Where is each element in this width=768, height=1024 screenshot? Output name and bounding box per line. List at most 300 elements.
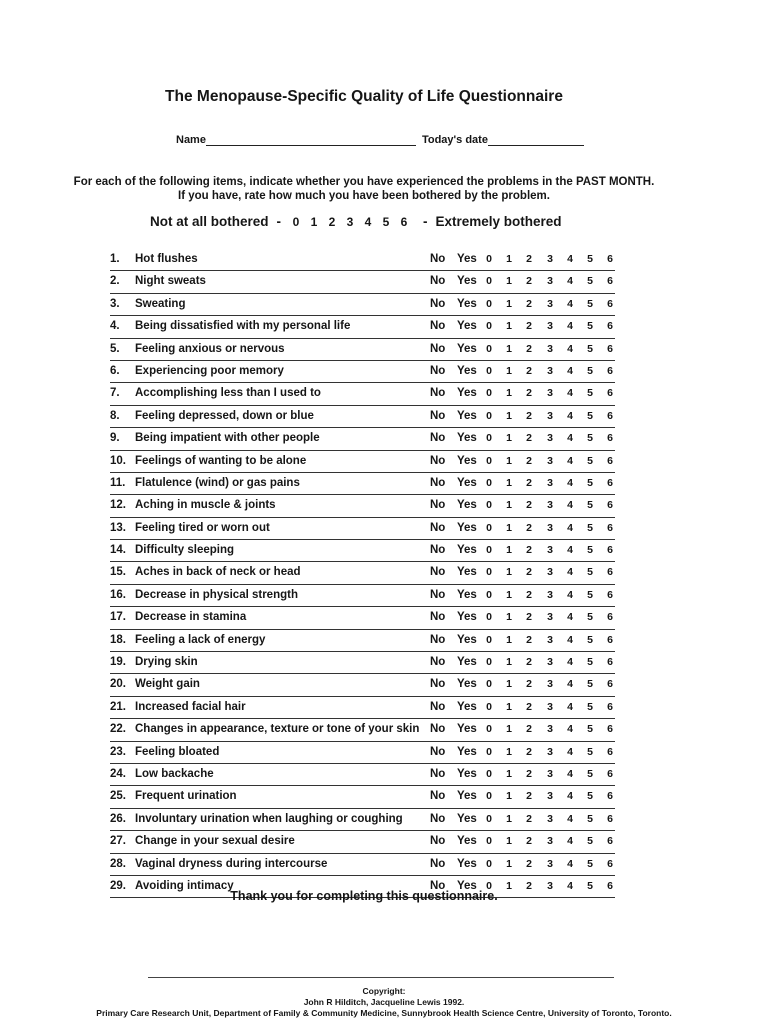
rating-option-6[interactable]: 6 (607, 454, 613, 467)
rating-option-1[interactable]: 1 (506, 767, 512, 780)
footer-divider (148, 977, 614, 978)
rating-option-2[interactable]: 2 (526, 835, 532, 848)
rating-option-5[interactable]: 5 (587, 454, 593, 467)
rating-option-0[interactable]: 0 (486, 275, 492, 288)
rating-option-1[interactable]: 1 (506, 857, 512, 870)
rating-option-1[interactable]: 1 (506, 611, 512, 624)
question-label: Decrease in stamina (135, 611, 247, 624)
yes-option[interactable]: Yes (457, 812, 477, 825)
rating-option-0[interactable]: 0 (486, 767, 492, 780)
rating-option-4[interactable]: 4 (567, 611, 573, 624)
no-option[interactable]: No (430, 409, 446, 422)
rating-option-1[interactable]: 1 (506, 409, 512, 422)
question-number: 5. (110, 342, 120, 355)
question-row (110, 339, 615, 361)
yes-option[interactable]: Yes (457, 790, 477, 803)
rating-option-1[interactable]: 1 (506, 253, 512, 265)
question-label: Weight gain (135, 678, 200, 691)
yes-option[interactable]: Yes (457, 678, 477, 691)
rating-option-4[interactable]: 4 (567, 812, 573, 825)
rating-option-3[interactable]: 3 (547, 633, 553, 646)
rating-option-5[interactable]: 5 (587, 835, 593, 848)
rating-option-2[interactable]: 2 (526, 521, 532, 534)
question-list (110, 249, 615, 898)
rating-option-6[interactable]: 6 (607, 432, 613, 445)
rating-option-1[interactable]: 1 (506, 364, 512, 377)
rating-option-2[interactable]: 2 (526, 790, 532, 803)
no-option[interactable]: No (430, 611, 446, 624)
no-option[interactable]: No (430, 454, 446, 467)
yes-option[interactable]: Yes (457, 521, 477, 534)
rating-option-6[interactable]: 6 (607, 387, 613, 400)
no-option[interactable]: No (430, 857, 446, 870)
rating-option-0[interactable]: 0 (486, 656, 492, 669)
no-option[interactable]: No (430, 633, 446, 646)
yes-option[interactable]: Yes (457, 544, 477, 557)
rating-option-4[interactable]: 4 (567, 790, 573, 803)
rating-option-3[interactable]: 3 (547, 409, 553, 422)
rating-option-0[interactable]: 0 (486, 342, 492, 355)
rating-option-0[interactable]: 0 (486, 521, 492, 534)
rating-option-2[interactable]: 2 (526, 566, 532, 579)
no-option[interactable]: No (430, 812, 446, 825)
rating-option-4[interactable]: 4 (567, 566, 573, 579)
rating-option-1[interactable]: 1 (506, 499, 512, 512)
question-label: Change in your sexual desire (135, 835, 295, 848)
rating-option-5[interactable]: 5 (587, 432, 593, 445)
rating-option-0[interactable]: 0 (486, 320, 492, 333)
rating-option-1[interactable]: 1 (506, 790, 512, 803)
yes-option[interactable]: Yes (457, 297, 477, 310)
rating-option-6[interactable]: 6 (607, 409, 613, 422)
no-option[interactable]: No (430, 342, 446, 355)
yes-option[interactable]: Yes (457, 656, 477, 669)
no-option[interactable]: No (430, 387, 446, 400)
rating-option-0[interactable]: 0 (486, 499, 492, 512)
rating-option-6[interactable]: 6 (607, 253, 613, 265)
rating-option-6[interactable]: 6 (607, 521, 613, 534)
rating-option-1[interactable]: 1 (506, 745, 512, 758)
rating-option-3[interactable]: 3 (547, 521, 553, 534)
rating-option-3[interactable]: 3 (547, 678, 553, 691)
rating-option-6[interactable]: 6 (607, 879, 613, 892)
name-date-line (176, 134, 584, 146)
rating-option-6[interactable]: 6 (607, 700, 613, 713)
rating-option-5[interactable]: 5 (587, 297, 593, 310)
rating-option-5[interactable]: 5 (587, 745, 593, 758)
rating-option-5[interactable]: 5 (587, 700, 593, 713)
no-option[interactable]: No (430, 544, 446, 557)
question-number: 25. (110, 790, 126, 803)
rating-option-5[interactable]: 5 (587, 476, 593, 489)
rating-option-1[interactable]: 1 (506, 566, 512, 579)
rating-option-4[interactable]: 4 (567, 835, 573, 848)
rating-option-2[interactable]: 2 (526, 767, 532, 780)
rating-option-5[interactable]: 5 (587, 409, 593, 422)
rating-option-1[interactable]: 1 (506, 879, 512, 892)
rating-option-2[interactable]: 2 (526, 253, 532, 265)
rating-option-5[interactable]: 5 (587, 812, 593, 825)
question-label: Aching in muscle & joints (135, 499, 276, 512)
rating-option-1[interactable]: 1 (506, 521, 512, 534)
rating-option-0[interactable]: 0 (486, 745, 492, 758)
rating-option-5[interactable]: 5 (587, 387, 593, 400)
question-label: Being dissatisfied with my personal life (135, 320, 351, 333)
rating-option-1[interactable]: 1 (506, 835, 512, 848)
rating-option-0[interactable]: 0 (486, 432, 492, 445)
scale-high-label: Extremely bothered (435, 214, 562, 229)
yes-option[interactable]: Yes (457, 253, 477, 265)
rating-option-1[interactable]: 1 (506, 723, 512, 736)
rating-option-2[interactable]: 2 (526, 432, 532, 445)
rating-option-2[interactable]: 2 (526, 454, 532, 467)
rating-option-4[interactable]: 4 (567, 342, 573, 355)
rating-option-2[interactable]: 2 (526, 611, 532, 624)
rating-option-4[interactable]: 4 (567, 320, 573, 333)
yes-option[interactable]: Yes (457, 633, 477, 646)
rating-option-5[interactable]: 5 (587, 342, 593, 355)
no-option[interactable]: No (430, 745, 446, 758)
rating-option-6[interactable]: 6 (607, 342, 613, 355)
question-label: Feeling anxious or nervous (135, 342, 285, 355)
rating-option-0[interactable]: 0 (486, 633, 492, 646)
rating-option-1[interactable]: 1 (506, 320, 512, 333)
rating-option-6[interactable]: 6 (607, 767, 613, 780)
rating-option-4[interactable]: 4 (567, 700, 573, 713)
yes-option[interactable]: Yes (457, 857, 477, 870)
yes-option[interactable]: Yes (457, 320, 477, 333)
rating-option-5[interactable]: 5 (587, 253, 593, 265)
rating-option-3[interactable]: 3 (547, 364, 553, 377)
rating-option-0[interactable]: 0 (486, 588, 492, 601)
rating-option-1[interactable]: 1 (506, 700, 512, 713)
yes-option[interactable]: Yes (457, 275, 477, 288)
no-option[interactable]: No (430, 320, 446, 333)
no-option[interactable]: No (430, 588, 446, 601)
rating-option-2[interactable]: 2 (526, 723, 532, 736)
rating-option-6[interactable]: 6 (607, 544, 613, 557)
question-row (110, 719, 615, 741)
question-number: 28. (110, 857, 126, 870)
no-option[interactable]: No (430, 700, 446, 713)
question-label: Night sweats (135, 275, 206, 288)
rating-option-0[interactable]: 0 (486, 678, 492, 691)
rating-option-2[interactable]: 2 (526, 656, 532, 669)
rating-option-1[interactable]: 1 (506, 633, 512, 646)
rating-option-6[interactable]: 6 (607, 857, 613, 870)
rating-option-2[interactable]: 2 (526, 297, 532, 310)
rating-option-6[interactable]: 6 (607, 297, 613, 310)
rating-option-3[interactable]: 3 (547, 432, 553, 445)
yes-option[interactable]: Yes (457, 879, 477, 892)
rating-option-4[interactable]: 4 (567, 387, 573, 400)
rating-option-6[interactable]: 6 (607, 812, 613, 825)
question-row (110, 294, 615, 316)
question-row (110, 652, 615, 674)
rating-option-3[interactable]: 3 (547, 790, 553, 803)
rating-option-3[interactable]: 3 (547, 544, 553, 557)
rating-option-6[interactable]: 6 (607, 745, 613, 758)
rating-option-3[interactable]: 3 (547, 611, 553, 624)
rating-option-2[interactable]: 2 (526, 700, 532, 713)
rating-option-0[interactable]: 0 (486, 409, 492, 422)
yes-option[interactable]: Yes (457, 611, 477, 624)
rating-option-2[interactable]: 2 (526, 409, 532, 422)
rating-option-6[interactable]: 6 (607, 611, 613, 624)
rating-option-4[interactable]: 4 (567, 409, 573, 422)
rating-option-1[interactable]: 1 (506, 297, 512, 310)
rating-option-1[interactable]: 1 (506, 454, 512, 467)
no-option[interactable]: No (430, 275, 446, 288)
rating-option-1[interactable]: 1 (506, 275, 512, 288)
rating-option-6[interactable]: 6 (607, 633, 613, 646)
rating-option-4[interactable]: 4 (567, 745, 573, 758)
yes-option[interactable]: Yes (457, 700, 477, 713)
rating-option-0[interactable]: 0 (486, 297, 492, 310)
rating-option-3[interactable]: 3 (547, 342, 553, 355)
rating-option-2[interactable]: 2 (526, 499, 532, 512)
rating-option-6[interactable]: 6 (607, 320, 613, 333)
rating-option-5[interactable]: 5 (587, 499, 593, 512)
rating-option-0[interactable]: 0 (486, 835, 492, 848)
question-label: Experiencing poor memory (135, 364, 284, 377)
yes-option[interactable]: Yes (457, 835, 477, 848)
question-number: 21. (110, 700, 126, 713)
no-option[interactable]: No (430, 499, 446, 512)
no-option[interactable]: No (430, 253, 446, 265)
yes-option[interactable]: Yes (457, 387, 477, 400)
rating-option-3[interactable]: 3 (547, 745, 553, 758)
rating-option-2[interactable]: 2 (526, 476, 532, 489)
no-option[interactable]: No (430, 566, 446, 579)
question-label: Low backache (135, 767, 214, 780)
rating-option-0[interactable]: 0 (486, 476, 492, 489)
yes-option[interactable]: Yes (457, 767, 477, 780)
rating-option-1[interactable]: 1 (506, 678, 512, 691)
rating-option-0[interactable]: 0 (486, 364, 492, 377)
rating-option-0[interactable]: 0 (486, 812, 492, 825)
rating-option-2[interactable]: 2 (526, 320, 532, 333)
question-row (110, 383, 615, 405)
no-option[interactable]: No (430, 364, 446, 377)
rating-option-1[interactable]: 1 (506, 812, 512, 825)
rating-option-4[interactable]: 4 (567, 857, 573, 870)
rating-option-2[interactable]: 2 (526, 633, 532, 646)
rating-option-5[interactable]: 5 (587, 588, 593, 601)
rating-option-5[interactable]: 5 (587, 857, 593, 870)
rating-option-4[interactable]: 4 (567, 767, 573, 780)
rating-option-4[interactable]: 4 (567, 253, 573, 265)
rating-option-0[interactable]: 0 (486, 454, 492, 467)
rating-option-3[interactable]: 3 (547, 454, 553, 467)
yes-option[interactable]: Yes (457, 476, 477, 489)
no-option[interactable]: No (430, 432, 446, 445)
rating-option-6[interactable]: 6 (607, 588, 613, 601)
rating-option-1[interactable]: 1 (506, 588, 512, 601)
yes-option[interactable]: Yes (457, 566, 477, 579)
rating-option-4[interactable]: 4 (567, 454, 573, 467)
rating-option-1[interactable]: 1 (506, 432, 512, 445)
rating-option-5[interactable]: 5 (587, 544, 593, 557)
scale-value: 4 (364, 215, 372, 229)
question-row (110, 742, 615, 764)
rating-option-0[interactable]: 0 (486, 857, 492, 870)
rating-option-1[interactable]: 1 (506, 476, 512, 489)
rating-option-3[interactable]: 3 (547, 566, 553, 579)
rating-option-0[interactable]: 0 (486, 879, 492, 892)
rating-option-5[interactable]: 5 (587, 275, 593, 288)
date-field[interactable] (488, 134, 584, 146)
rating-option-3[interactable]: 3 (547, 275, 553, 288)
rating-option-4[interactable]: 4 (567, 633, 573, 646)
no-option[interactable]: No (430, 521, 446, 534)
date-label: Today's date (421, 134, 488, 146)
rating-option-0[interactable]: 0 (486, 723, 492, 736)
rating-option-4[interactable]: 4 (567, 275, 573, 288)
yes-option[interactable]: Yes (457, 588, 477, 601)
rating-option-1[interactable]: 1 (506, 656, 512, 669)
no-option[interactable]: No (430, 656, 446, 669)
rating-option-4[interactable]: 4 (567, 364, 573, 377)
rating-option-4[interactable]: 4 (567, 297, 573, 310)
rating-option-0[interactable]: 0 (486, 544, 492, 557)
rating-option-4[interactable]: 4 (567, 678, 573, 691)
no-option[interactable]: No (430, 678, 446, 691)
rating-option-3[interactable]: 3 (547, 476, 553, 489)
rating-option-6[interactable]: 6 (607, 566, 613, 579)
rating-option-2[interactable]: 2 (526, 745, 532, 758)
rating-option-2[interactable]: 2 (526, 857, 532, 870)
rating-option-4[interactable]: 4 (567, 588, 573, 601)
rating-option-5[interactable]: 5 (587, 320, 593, 333)
rating-option-3[interactable]: 3 (547, 499, 553, 512)
rating-option-5[interactable]: 5 (587, 790, 593, 803)
no-option[interactable]: No (430, 767, 446, 780)
yes-option[interactable]: Yes (457, 745, 477, 758)
rating-option-4[interactable]: 4 (567, 879, 573, 892)
rating-option-3[interactable]: 3 (547, 767, 553, 780)
question-row (110, 271, 615, 293)
rating-option-6[interactable]: 6 (607, 678, 613, 691)
rating-option-5[interactable]: 5 (587, 364, 593, 377)
rating-option-0[interactable]: 0 (486, 790, 492, 803)
yes-option[interactable]: Yes (457, 342, 477, 355)
rating-option-3[interactable]: 3 (547, 879, 553, 892)
rating-option-3[interactable]: 3 (547, 320, 553, 333)
yes-option[interactable]: Yes (457, 723, 477, 736)
rating-option-5[interactable]: 5 (587, 767, 593, 780)
name-field[interactable] (206, 134, 416, 146)
rating-option-0[interactable]: 0 (486, 566, 492, 579)
rating-option-1[interactable]: 1 (506, 387, 512, 400)
rating-option-5[interactable]: 5 (587, 656, 593, 669)
rating-option-2[interactable]: 2 (526, 544, 532, 557)
no-option[interactable]: No (430, 723, 446, 736)
yes-option[interactable]: Yes (457, 432, 477, 445)
question-number: 7. (110, 387, 120, 400)
yes-option[interactable]: Yes (457, 454, 477, 467)
rating-option-0[interactable]: 0 (486, 611, 492, 624)
yes-option[interactable]: Yes (457, 364, 477, 377)
rating-option-6[interactable]: 6 (607, 476, 613, 489)
rating-option-6[interactable]: 6 (607, 275, 613, 288)
no-option[interactable]: No (430, 790, 446, 803)
no-option[interactable]: No (430, 476, 446, 489)
rating-option-0[interactable]: 0 (486, 253, 492, 265)
rating-option-2[interactable]: 2 (526, 387, 532, 400)
rating-option-1[interactable]: 1 (506, 544, 512, 557)
rating-option-1[interactable]: 1 (506, 342, 512, 355)
rating-option-0[interactable]: 0 (486, 700, 492, 713)
rating-option-6[interactable]: 6 (607, 723, 613, 736)
rating-option-4[interactable]: 4 (567, 432, 573, 445)
question-label: Feeling tired or worn out (135, 521, 270, 534)
rating-option-4[interactable]: 4 (567, 499, 573, 512)
rating-option-6[interactable]: 6 (607, 499, 613, 512)
rating-option-3[interactable]: 3 (547, 588, 553, 601)
rating-option-2[interactable]: 2 (526, 588, 532, 601)
rating-option-5[interactable]: 5 (587, 879, 593, 892)
yes-option[interactable]: Yes (457, 409, 477, 422)
question-number: 8. (110, 409, 120, 422)
rating-option-3[interactable]: 3 (547, 253, 553, 265)
rating-option-3[interactable]: 3 (547, 835, 553, 848)
rating-option-3[interactable]: 3 (547, 857, 553, 870)
rating-option-4[interactable]: 4 (567, 521, 573, 534)
rating-option-2[interactable]: 2 (526, 879, 532, 892)
no-option[interactable]: No (430, 297, 446, 310)
rating-option-2[interactable]: 2 (526, 275, 532, 288)
question-label: Aches in back of neck or head (135, 566, 301, 579)
rating-option-3[interactable]: 3 (547, 387, 553, 400)
no-option[interactable]: No (430, 835, 446, 848)
rating-option-6[interactable]: 6 (607, 835, 613, 848)
scale-values (289, 214, 415, 229)
rating-option-4[interactable]: 4 (567, 476, 573, 489)
rating-option-4[interactable]: 4 (567, 723, 573, 736)
question-number: 11. (110, 476, 126, 489)
no-option[interactable]: No (430, 879, 446, 892)
question-number: 20. (110, 678, 126, 691)
rating-option-3[interactable]: 3 (547, 723, 553, 736)
rating-option-6[interactable]: 6 (607, 364, 613, 377)
yes-option[interactable]: Yes (457, 499, 477, 512)
rating-option-3[interactable]: 3 (547, 700, 553, 713)
rating-option-5[interactable]: 5 (587, 678, 593, 691)
rating-option-4[interactable]: 4 (567, 544, 573, 557)
rating-option-6[interactable]: 6 (607, 656, 613, 669)
rating-option-5[interactable]: 5 (587, 723, 593, 736)
question-label: Decrease in physical strength (135, 588, 298, 601)
rating-option-5[interactable]: 5 (587, 633, 593, 646)
rating-option-2[interactable]: 2 (526, 364, 532, 377)
rating-option-2[interactable]: 2 (526, 812, 532, 825)
question-row (110, 786, 615, 808)
rating-option-3[interactable]: 3 (547, 656, 553, 669)
rating-option-0[interactable]: 0 (486, 387, 492, 400)
rating-option-4[interactable]: 4 (567, 656, 573, 669)
rating-option-6[interactable]: 6 (607, 790, 613, 803)
rating-option-2[interactable]: 2 (526, 678, 532, 691)
rating-option-3[interactable]: 3 (547, 297, 553, 310)
rating-option-5[interactable]: 5 (587, 611, 593, 624)
rating-option-3[interactable]: 3 (547, 812, 553, 825)
question-number: 1. (110, 253, 120, 265)
question-number: 29. (110, 879, 126, 892)
rating-option-2[interactable]: 2 (526, 342, 532, 355)
rating-option-5[interactable]: 5 (587, 566, 593, 579)
rating-option-5[interactable]: 5 (587, 521, 593, 534)
